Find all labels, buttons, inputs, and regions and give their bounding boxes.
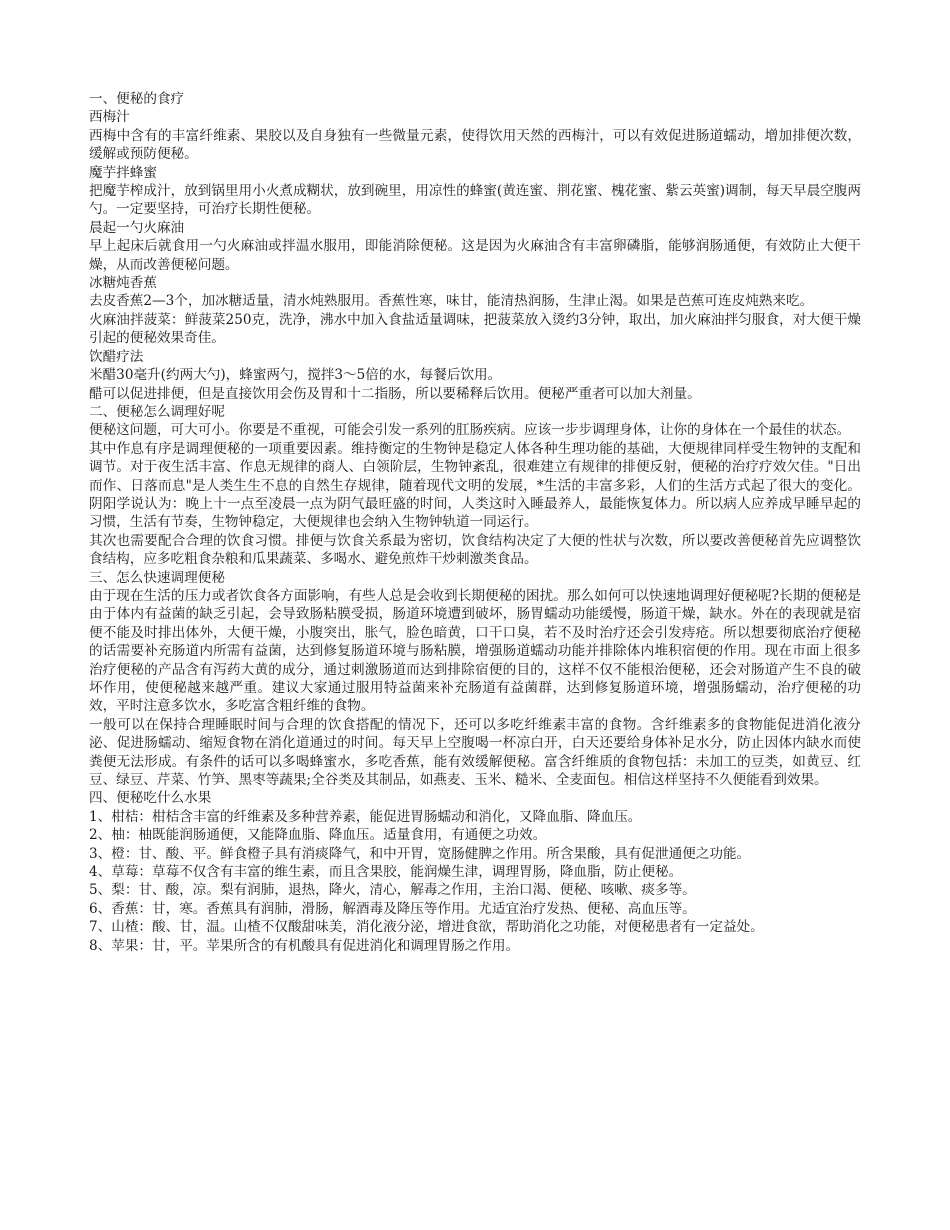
paragraph: 其次也需要配合合理的饮食习惯。排便与饮食关系最为密切，饮食结构决定了大便的性状与次数，所以要改善便秘首先应调整饮食结构，应多吃粗食杂粮和瓜果蔬菜、多喝水、避免煎炸干炒刺激类食品。	[89, 532, 861, 568]
item-heading: 魔芋拌蜂蜜	[89, 164, 157, 181]
section-heading: 二、便秘怎么调理好呢	[89, 403, 225, 420]
document-body	[89, 90, 861, 955]
list-item: 8、苹果：甘，平。苹果所含的有机酸具有促进消化和调理胃肠之作用。	[89, 937, 520, 954]
section-heading: 三、怎么快速调理便秘	[89, 569, 225, 586]
list-item: 1、柑桔：柑桔含丰富的纤维素及多种营养素，能促进胃肠蠕动和消化，又降血脂、降血压。	[89, 808, 642, 825]
item-heading: 晨起一勺火麻油	[89, 219, 185, 236]
list-item: 3、橙：甘、酸、平。鲜食橙子具有消痰降气，和中开胃，宽肠健脾之作用。所含果酸，具有促泄通便之功能。	[89, 845, 751, 862]
paragraph: 火麻油拌菠菜：鲜菠菜250克，洗净，沸水中加入食盐适量调味，把菠菜放入烫约3分钟，取出，加火麻油拌匀服食，对大便干燥引起的便秘效果奇佳。	[89, 311, 861, 347]
list-item: 7、山楂：酸、甘，温。山楂不仅酸甜味美，消化液分泌，增进食欲，帮助消化之功能，对便秘患者有一定益处。	[89, 919, 764, 936]
item-heading: 饮醋疗法	[89, 348, 144, 365]
item-heading: 冰糖炖香蕉	[89, 275, 157, 292]
paragraph: 醋可以促进排便，但是直接饮用会伤及胃和十二指肠，所以要稀释后饮用。便秘严重者可以加大剂量。	[89, 385, 701, 402]
paragraph: 早上起床后就食用一勺火麻油或拌温水服用，即能消除便秘。这是因为火麻油含有丰富卵磷脂，能够润肠通便，有效防止大便干燥，从而改善便秘问题。	[89, 238, 861, 273]
paragraph: 去皮香蕉2—3个，加冰糖适量，清水炖熟服用。香蕉性寒，味甘，能清热润肠，生津止渴。如果是芭蕉可连皮炖熟来吃。	[89, 293, 814, 310]
item-heading: 西梅汁	[89, 109, 130, 126]
paragraph: 一般可以在保持合理睡眠时间与合理的饮食搭配的情况下，还可以多吃纤维素丰富的食物。含纤维素多的食物能促进消化液分泌、促进肠蠕动、缩短食物在消化道通过的时间。每天早上空腹喝一杯凉白开，白天还要给身体补足水分，防止因体内缺水而使粪便无法形成。有条件的话可以多喝蜂蜜水，多吃香蕉，能有效缓解便秘。富含纤维质的食物包括：未加工的豆类，如黄豆、红豆、绿豆、芹菜、竹笋、黑枣等蔬果;全谷类及其制品，如燕麦、玉米、糙米、全麦面包。相信这样坚持不久便能看到效果。	[89, 716, 861, 789]
section-heading: 一、便秘的食疗	[89, 91, 185, 107]
paragraph: 西梅中含有的丰富纤维素、果胶以及自身独有一些微量元素，使得饮用天然的西梅汁，可以有效促进肠道蠕动，增加排便次数，缓解或预防便秘。	[89, 127, 861, 163]
paragraph: 便秘这问题，可大可小。你要是不重视，可能会引发一系列的肛肠疾病。应该一步步调理身体，让你的身体在一个最佳的状态。	[89, 422, 851, 439]
list-item: 4、草莓：草莓不仅含有丰富的维生素，而且含果胶，能润燥生津，调理胃肠，降血脂，防止便秘。	[89, 864, 683, 881]
paragraph: 米醋30毫升(约两大勺)，蜂蜜两勺，搅拌3～5倍的水，每餐后饮用。	[89, 367, 502, 384]
list-item: 2、柚：柚既能润肠通便，又能降血脂、降血压。适量食用，有通便之功效。	[89, 827, 547, 844]
paragraph: 由于现在生活的压力或者饮食各方面影响，有些人总是会收到长期便秘的困扰。那么如何可以快速地调理好便秘呢?长期的便秘是由于体内有益菌的缺乏引起，会导致肠粘膜受损，肠道环境遭到破坏，肠胃蠕动功能缓慢，肠道干燥，缺水。外在的表现就是宿便不能及时排出体外，大便干燥，小腹突出，胀气，脸色暗黄，口干口臭，若不及时治疗还会引发痔疮。所以想要彻底治疗便秘的话需要补充肠道内所需有益菌，达到修复肠道环境与肠粘膜，增强肠道蠕动功能并排除体内堆积宿便的作用。现在市面上很多治疗便秘的产品含有泻药大黄的成分，通过刺激肠道而达到排除宿便的目的，这样不仅不能根治便秘，还会对肠道产生不良的破坏作用，使便秘越来越严重。建议大家通过服用特益菌来补充肠道有益菌群，达到修复肠道环境，增强肠蠕动，治疗便秘的功效，平时注意多饮水，多吃富含粗纤维的食物。	[89, 587, 861, 715]
list-item: 6、香蕉：甘，寒。香蕉具有润肺，滑肠，解酒毒及降压等作用。尤适宜治疗发热、便秘、高血压等。	[89, 900, 696, 917]
section-heading: 四、便秘吃什么水果	[89, 790, 212, 807]
paragraph: 其中作息有序是调理便秘的一项重要因素。维持衡定的生物钟是稳定人体各种生理功能的基础，大便规律同样受生物钟的支配和调节。对于夜生活丰富、作息无规律的商人、白领阶层，生物钟紊乱，很难建立有规律的排便反射，便秘的治疗疗效欠佳。"日出而作、日落而息"是人类生生不息的自然生存规律，随着现代文明的发展，*生活的丰富多彩，人们的生活方式起了很大的变化。阴阳学说认为：晚上十一点至凌晨一点为阴气最旺盛的时间，人类这时入睡最养人，最能恢复体力。所以病人应养成早睡早起的习惯，生活有节奏，生物钟稳定，大便规律也会纳入生物钟轨道一同运行。	[89, 440, 861, 531]
paragraph: 把魔芋榨成汁，放到锅里用小火煮成糊状，放到碗里，用凉性的蜂蜜(黄连蜜、荆花蜜、槐花蜜、紫云英蜜)调制，每天早晨空腹两勺。一定要坚持，可治疗长期性便秘。	[89, 183, 861, 218]
list-item: 5、梨：甘、酸，凉。梨有润肺，退热，降火，清心，解毒之作用，主治口渴、便秘、咳嗽、痰多等。	[89, 882, 696, 899]
